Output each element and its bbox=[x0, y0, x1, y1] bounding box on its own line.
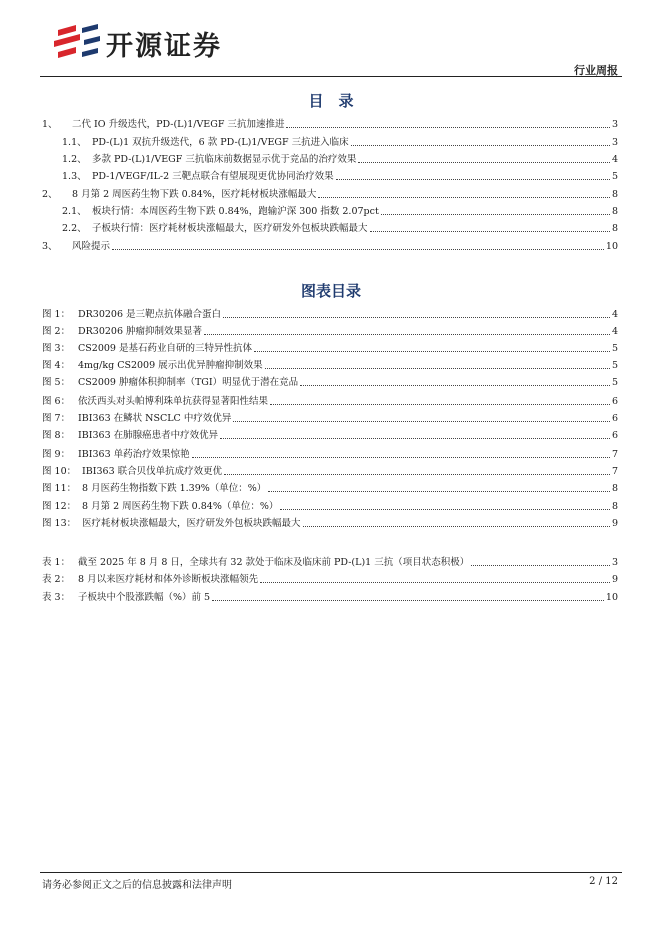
table-entry-2[interactable] bbox=[42, 573, 618, 586]
table-entry-page: 9 bbox=[611, 574, 618, 585]
table-entry-1[interactable] bbox=[42, 556, 618, 569]
dot-leader bbox=[370, 231, 610, 232]
toc-title: 目 录 bbox=[308, 92, 354, 110]
figure-entry-number: 图 4： bbox=[42, 360, 71, 371]
dot-leader bbox=[381, 214, 610, 215]
page-indicator: 2 / 12 bbox=[589, 876, 618, 887]
toc-entry-page: 8 bbox=[611, 206, 618, 217]
figure-entry-text: 医疗耗材板块涨幅最大，医疗研发外包板块跌幅最大 bbox=[82, 518, 301, 529]
figure-entry-page: 6 bbox=[611, 430, 618, 441]
figure-entry-page: 8 bbox=[611, 501, 618, 512]
dot-leader bbox=[112, 249, 604, 250]
figure-entry-4[interactable] bbox=[42, 359, 618, 372]
dot-leader bbox=[318, 197, 610, 198]
toc-entry-page: 3 bbox=[611, 137, 618, 148]
header-divider bbox=[40, 76, 622, 77]
figure-entry-number: 图 7： bbox=[42, 413, 71, 424]
figure-entry-page: 7 bbox=[611, 449, 618, 460]
toc-entry-number: 1、 bbox=[42, 119, 58, 130]
toc-entry-page: 5 bbox=[611, 171, 618, 182]
toc-entry-1-3[interactable] bbox=[62, 170, 618, 183]
figure-entry-page: 4 bbox=[611, 326, 618, 337]
figure-entry-number: 图 10： bbox=[42, 466, 77, 477]
figure-entry-text: 8 月医药生物指数下跌 1.39%（单位：%） bbox=[82, 483, 267, 494]
toc-entry-1-1[interactable] bbox=[62, 136, 618, 149]
dot-leader bbox=[358, 162, 610, 163]
table-entry-page: 3 bbox=[611, 557, 618, 568]
figure-entry-11[interactable] bbox=[42, 482, 618, 495]
dot-leader bbox=[212, 600, 604, 601]
figure-entry-page: 8 bbox=[611, 483, 618, 494]
figure-entry-number: 图 8： bbox=[42, 430, 71, 441]
figure-entry-12[interactable] bbox=[42, 500, 618, 513]
toc-entry-text: 二代 IO 升级迭代，PD-(L)1/VEGF 三抗加速推进 bbox=[72, 119, 285, 130]
figure-entry-text: IBI363 在鳞状 NSCLC 中疗效优异 bbox=[78, 413, 232, 424]
dot-leader bbox=[270, 404, 610, 405]
toc-entry-number: 1.2、 bbox=[62, 154, 87, 165]
table-entry-number: 表 2： bbox=[42, 574, 71, 585]
toc-entry-number: 2.2、 bbox=[62, 223, 87, 234]
toc-entry-1-2[interactable] bbox=[62, 153, 618, 166]
toc-entry-text: 风险提示 bbox=[72, 241, 111, 252]
table-entry-text: 截至 2025 年 8 月 8 日，全球共有 32 款处于临床及临床前 PD-(L)1 三抗（项目状态积极） bbox=[78, 557, 470, 568]
dot-leader bbox=[224, 474, 610, 475]
figure-entry-text: IBI363 联合贝伐单抗成疗效更优 bbox=[82, 466, 223, 477]
toc-entry-text: 8 月第 2 周医药生物下跌 0.84%，医疗耗材板块涨幅最大 bbox=[72, 189, 317, 200]
figure-entry-text: 依沃西头对头帕博利珠单抗获得显著阳性结果 bbox=[78, 396, 269, 407]
table-entry-3[interactable] bbox=[42, 591, 618, 604]
toc-entry-text: 子板块行情：医疗耗材板块涨幅最大，医疗研发外包板块跌幅最大 bbox=[92, 223, 368, 234]
figure-entry-text: IBI363 在肺腺癌患者中疗效优异 bbox=[78, 430, 219, 441]
figure-entry-2[interactable] bbox=[42, 325, 618, 338]
figure-entry-text: DR30206 是三靶点抗体融合蛋白 bbox=[78, 309, 222, 320]
figure-entry-page: 6 bbox=[611, 413, 618, 424]
dot-leader bbox=[220, 438, 610, 439]
brand-logo-icon bbox=[52, 22, 102, 62]
figure-entry-number: 图 1： bbox=[42, 309, 71, 320]
dot-leader bbox=[260, 582, 610, 583]
figure-entry-number: 图 6： bbox=[42, 396, 71, 407]
table-entry-number: 表 3： bbox=[42, 592, 71, 603]
toc-entry-number: 3、 bbox=[42, 241, 58, 252]
dot-leader bbox=[268, 491, 610, 492]
table-entry-number: 表 1： bbox=[42, 557, 71, 568]
figure-entry-text: DR30206 肿瘤抑制效果显著 bbox=[78, 326, 203, 337]
toc-entry-number: 1.1、 bbox=[62, 137, 87, 148]
dot-leader bbox=[204, 334, 610, 335]
figure-entry-text: IBI363 单药治疗效果惊艳 bbox=[78, 449, 190, 460]
toc-entry-2[interactable] bbox=[42, 188, 618, 201]
toc-entry-number: 1.3、 bbox=[62, 171, 87, 182]
toc-entry-number: 2、 bbox=[42, 189, 58, 200]
figure-entry-13[interactable] bbox=[42, 517, 618, 530]
figure-entry-number: 图 11： bbox=[42, 483, 77, 494]
dot-leader bbox=[336, 179, 610, 180]
figure-entry-page: 9 bbox=[611, 518, 618, 529]
brand-name: 开源证券 bbox=[106, 31, 222, 62]
figure-entry-page: 4 bbox=[611, 309, 618, 320]
figure-entry-page: 5 bbox=[611, 343, 618, 354]
dot-leader bbox=[303, 526, 610, 527]
figure-entry-text: 8 月第 2 周医药生物下跌 0.84%（单位：%） bbox=[82, 501, 279, 512]
figure-entry-3[interactable] bbox=[42, 342, 618, 355]
table-entry-text: 子板块中个股涨跌幅（%）前 5 bbox=[78, 592, 211, 603]
dot-leader bbox=[280, 509, 610, 510]
figure-entry-page: 5 bbox=[611, 360, 618, 371]
figure-entry-number: 图 2： bbox=[42, 326, 71, 337]
figure-entry-page: 6 bbox=[611, 396, 618, 407]
dot-leader bbox=[254, 351, 610, 352]
toc-entry-number: 2.1、 bbox=[62, 206, 87, 217]
toc-entry-3[interactable] bbox=[42, 240, 618, 253]
toc-entry-page: 4 bbox=[611, 154, 618, 165]
dot-leader bbox=[286, 127, 610, 128]
figure-entry-number: 图 3： bbox=[42, 343, 71, 354]
figure-entry-9[interactable] bbox=[42, 448, 618, 461]
toc-entry-1[interactable] bbox=[42, 118, 618, 131]
footer-disclaimer: 请务必参阅正文之后的信息披露和法律声明 bbox=[42, 880, 232, 891]
toc-entry-text: PD-(L)1 双抗升级迭代，6 款 PD-(L)1/VEGF 三抗进入临床 bbox=[92, 137, 349, 148]
toc-entry-text: PD-1/VEGF/IL-2 三靶点联合有望展现更优协同治疗效果 bbox=[92, 171, 334, 182]
figure-entry-6[interactable] bbox=[42, 395, 618, 408]
toc-entry-page: 3 bbox=[611, 119, 618, 130]
figure-entry-number: 图 5： bbox=[42, 377, 71, 388]
dot-leader bbox=[223, 317, 610, 318]
dot-leader bbox=[192, 457, 610, 458]
figure-entry-text: CS2009 肿瘤体积抑制率（TGI）明显优于潜在竞品 bbox=[78, 377, 299, 388]
toc-entry-page: 8 bbox=[611, 223, 618, 234]
footer-divider bbox=[40, 872, 622, 873]
dot-leader bbox=[233, 421, 610, 422]
figure-entry-number: 图 13： bbox=[42, 518, 77, 529]
toc-entry-2-1[interactable] bbox=[62, 205, 618, 218]
toc-entry-text: 多款 PD-(L)1/VEGF 三抗临床前数据显示优于竞品的治疗效果 bbox=[92, 154, 357, 165]
figure-entry-page: 5 bbox=[611, 377, 618, 388]
figure-entry-8[interactable] bbox=[42, 429, 618, 442]
toc-entry-text: 板块行情：本周医药生物下跌 0.84%，跑输沪深 300 指数 2.07pct bbox=[92, 206, 379, 217]
toc-entry-2-2[interactable] bbox=[62, 222, 618, 235]
toc-entry-page: 10 bbox=[605, 241, 618, 252]
figure-entry-5[interactable] bbox=[42, 376, 618, 389]
table-entry-text: 8 月以来医疗耗材和体外诊断板块涨幅领先 bbox=[78, 574, 259, 585]
report-type-label: 行业周报 bbox=[574, 64, 618, 77]
dot-leader bbox=[265, 368, 610, 369]
figure-entry-7[interactable] bbox=[42, 412, 618, 425]
figure-entry-text: 4mg/kg CS2009 展示出优异肿瘤抑制效果 bbox=[78, 360, 263, 371]
dot-leader bbox=[351, 145, 610, 146]
figure-entry-page: 7 bbox=[611, 466, 618, 477]
figure-entry-1[interactable] bbox=[42, 308, 618, 321]
dot-leader bbox=[300, 385, 610, 386]
figure-entry-number: 图 9： bbox=[42, 449, 71, 460]
dot-leader bbox=[471, 565, 610, 566]
figure-entry-10[interactable] bbox=[42, 465, 618, 478]
figure-entry-number: 图 12： bbox=[42, 501, 77, 512]
toc-entry-page: 8 bbox=[611, 189, 618, 200]
table-entry-page: 10 bbox=[605, 592, 618, 603]
figure-entry-text: CS2009 是基石药业自研的三特异性抗体 bbox=[78, 343, 252, 354]
figures-title: 图表目录 bbox=[300, 282, 361, 300]
